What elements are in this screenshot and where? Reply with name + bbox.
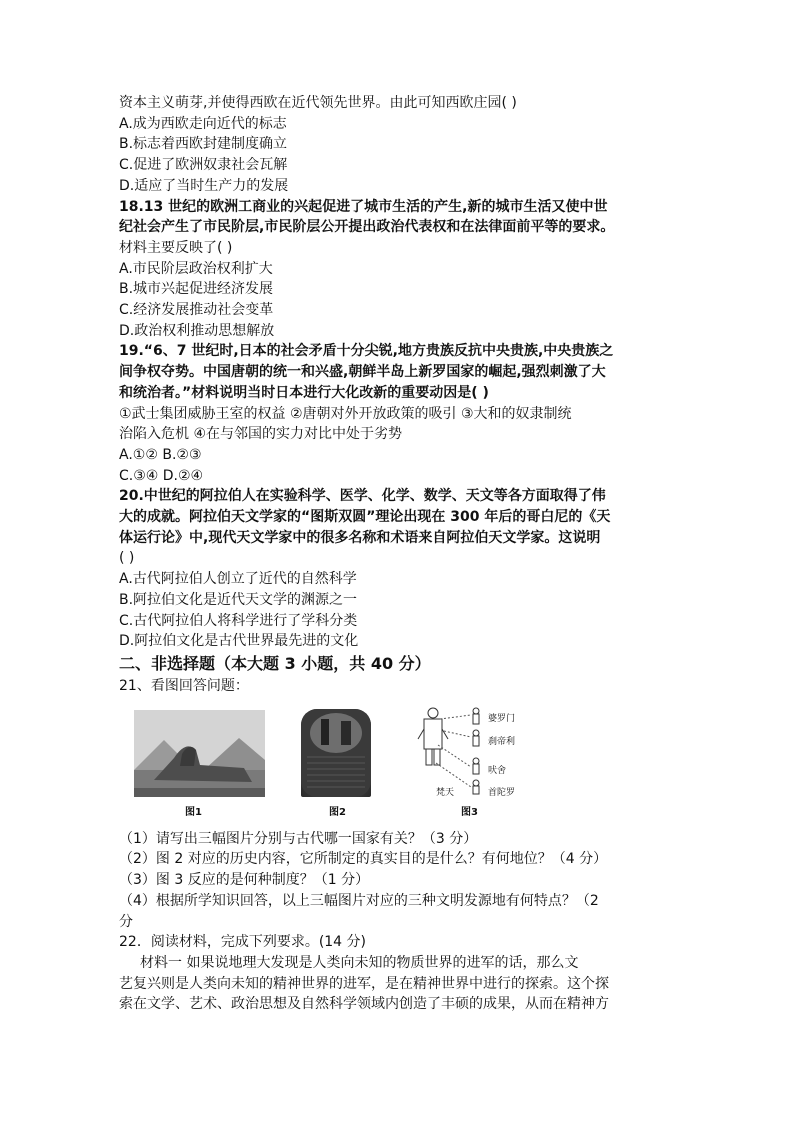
q21-sub-2: （2）图 2 对应的历史内容，它所制定的真实目的是什么？有何地位？（4 分） xyxy=(119,851,608,868)
q19-stem-2: 间争权夺势。中国唐朝的统一和兴盛,朝鲜半岛上新罗国家的崛起,强烈刺激了大 xyxy=(119,364,606,381)
q20-option-d: D.阿拉伯文化是古代世界最先进的文化 xyxy=(119,633,359,650)
q20-option-b: B.阿拉伯文化是近代天文学的渊源之一 xyxy=(119,591,358,608)
option-b: B.标志着西欧封建制度确立 xyxy=(119,136,288,153)
q20-stem-1: 20.中世纪的阿拉伯人在实验科学、医学、化学、数学、天文等各方面取得了伟 xyxy=(119,488,606,505)
q21-title: 21、看图回答问题： xyxy=(119,677,249,694)
q20-stem-2: 大的成就。阿拉伯天文学家的“图斯双圆”理论出现在 300 年后的哥白尼的《天 xyxy=(119,509,611,526)
q21-sub-4: （4）根据所学知识回答，以上三幅图片对应的三种文明发源地有何特点？（2 xyxy=(119,892,599,909)
q22-para-3: 索在文学、艺术、政治思想及自然科学领域内创造了丰硕的成果，从而在精神方 xyxy=(119,996,609,1013)
q19-stem-4: ①武士集团威胁王室的权益 ②唐朝对外开放政策的吸引 ③大和的奴隶制统 xyxy=(119,405,572,422)
q19-stem-5: 治陷入危机 ④在与邻国的实力对比中处于劣势 xyxy=(119,426,402,443)
option-a: A.成为西欧走向近代的标志 xyxy=(119,115,287,132)
figure-1-caption: 图1 xyxy=(185,806,202,818)
text-line: 资本主义萌芽,并使得西欧在近代领先世界。由此可知西欧庄园( ) xyxy=(119,95,517,111)
q19-option-ab: A.①② B.②③ xyxy=(119,446,202,463)
q18-stem-1: 18.13 世纪的欧洲工商业的兴起促进了城市生活的产生,新的城市生活又使中世 xyxy=(119,198,608,215)
option-c: C.促进了欧洲奴隶社会瓦解 xyxy=(119,157,288,174)
caste-label-vaishya: 吠舍 xyxy=(488,765,507,776)
q21-sub-4-cont: 分 xyxy=(119,913,133,930)
q21-figures xyxy=(119,705,689,825)
q19-stem-3: 和统治者。”材料说明当时日本进行大化改新的重要动因是( ) xyxy=(119,384,489,401)
q22-para-2: 艺复兴则是人类向未知的精神世界的进军，是在精神世界中进行的探索。这个探 xyxy=(119,975,609,992)
figure-3-caption: 图3 xyxy=(461,806,478,818)
sphinx-photo xyxy=(134,710,265,797)
caste-label-brahmin: 婆罗门 xyxy=(488,713,516,724)
q18-stem-2: 纪社会产生了市民阶层,市民阶层公开提出政治代表权和在法律面前平等的要求。 xyxy=(119,219,615,236)
q18-stem-3: 材料主要反映了( ) xyxy=(119,239,233,256)
caste-label-brahma: 梵天 xyxy=(436,787,455,798)
q18-option-d: D.政治权利推动思想解放 xyxy=(119,322,275,339)
q18-option-a: A.市民阶层政治权利扩大 xyxy=(119,260,273,277)
exam-page xyxy=(119,93,689,1015)
q20-stem-3: 体运行论》中,现代天文学家中的很多名称和术语来自阿拉伯天文学家。这说明 xyxy=(119,529,601,546)
q18-option-b: B.城市兴起促进经济发展 xyxy=(119,281,274,298)
option-d: D.适应了当时生产力的发展 xyxy=(119,177,289,194)
caste-label-kshatriya: 刹帝利 xyxy=(488,736,516,747)
q22-title: 22．阅读材料，完成下列要求。(14 分) xyxy=(119,934,367,951)
q20-option-c: C.古代阿拉伯人将科学进行了学科分类 xyxy=(119,612,358,629)
hammurabi-stele-photo xyxy=(301,709,371,797)
q20-stem-4: ( ) xyxy=(119,550,135,567)
q21-sub-1: （1）请写出三幅图片分别与古代哪一国家有关？（3 分） xyxy=(119,830,478,847)
section-heading: 二、非选择题（本大题 3 小题，共 40 分） xyxy=(119,653,431,673)
q19-stem-1: 19.“6、7 世纪时,日本的社会矛盾十分尖锐,地方贵族反抗中央贵族,中央贵族之 xyxy=(119,343,614,360)
q18-option-c: C.经济发展推动社会变革 xyxy=(119,302,274,319)
q20-option-a: A.古代阿拉伯人创立了近代的自然科学 xyxy=(119,571,357,588)
q22-para-1: 材料一 如果说地理大发现是人类向未知的物质世界的进军的话，那么文 xyxy=(140,954,579,971)
q21-sub-3: （3）图 3 反应的是何种制度？（1 分） xyxy=(119,872,370,889)
figure-2-caption: 图2 xyxy=(329,806,346,818)
caste-label-shudra: 首陀罗 xyxy=(488,787,516,798)
q19-option-cd: C.③④ D.②④ xyxy=(119,467,204,484)
caste-diagram xyxy=(416,705,541,800)
